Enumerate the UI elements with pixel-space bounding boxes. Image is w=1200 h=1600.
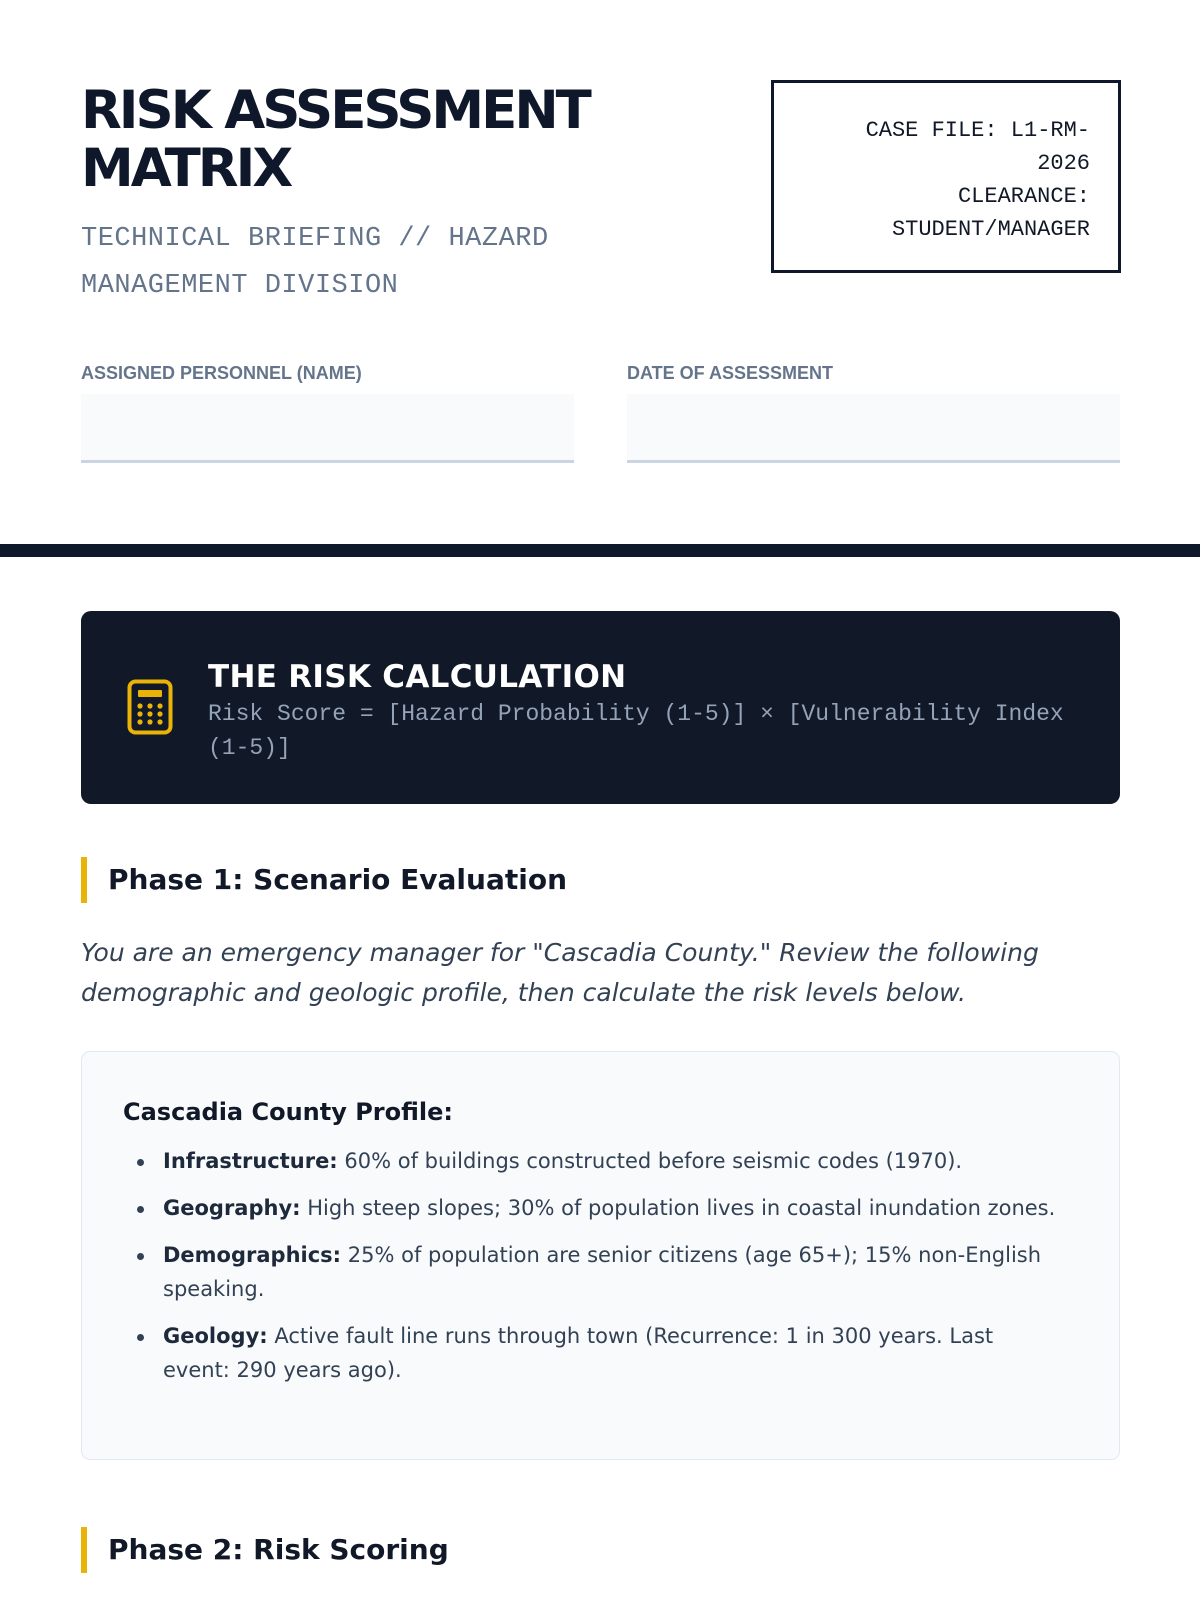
profile-item-label: Geography:	[163, 1196, 301, 1220]
document-header	[81, 0, 1120, 300]
list-item	[123, 1191, 1063, 1225]
case-file-line-2: 2026	[1037, 151, 1090, 176]
list-item	[123, 1319, 1063, 1387]
case-file-line-1: CASE FILE: L1-RM-	[865, 118, 1090, 143]
risk-calculation-panel	[81, 611, 1120, 804]
calculation-title: THE RISK CALCULATION	[208, 659, 627, 695]
profile-list	[123, 1144, 1063, 1400]
profile-item-label: Demographics:	[163, 1243, 342, 1267]
phase-2-heading: Phase 2: Risk Scoring	[81, 1527, 881, 1573]
list-item	[123, 1238, 1063, 1306]
personnel-name-input[interactable]	[81, 394, 574, 463]
title-line-2: MATRIX	[81, 138, 291, 199]
title-line-1: RISK ASSESSMENT	[81, 80, 589, 141]
phase-1-heading: Phase 1: Scenario Evaluation	[81, 857, 881, 903]
profile-item-text: Active fault line runs through town (Recurrence: 1 in 300 years. Last event: 290 years ago).	[163, 1324, 994, 1382]
profile-title: Cascadia County Profile:	[123, 1098, 454, 1126]
calculator-icon	[127, 679, 173, 735]
case-file-box	[771, 80, 1121, 273]
scenario-intro: You are an emergency manager for "Cascadia County." Review the following demographic and geologic profile, then calculate the risk levels below.	[81, 938, 1039, 1007]
assessment-date-input[interactable]	[627, 394, 1120, 463]
list-item	[123, 1144, 1063, 1178]
profile-item-text: 25% of population are senior citizens (age 65+); 15% non-English speaking.	[163, 1243, 1042, 1301]
page-title	[81, 82, 721, 198]
date-label: DATE OF ASSESSMENT	[627, 363, 834, 383]
calculation-formula: Risk Score = [Hazard Probability (1-5)] × [Vulnerability Index (1-5)]	[208, 701, 1064, 761]
profile-item-label: Infrastructure:	[163, 1149, 338, 1173]
profile-item-label: Geology:	[163, 1324, 268, 1348]
clearance-line-2: STUDENT/MANAGER	[891, 217, 1090, 242]
profile-item-text: High steep slopes; 30% of population lives in coastal inundation zones.	[300, 1196, 1056, 1220]
personnel-label: ASSIGNED PERSONNEL (NAME)	[81, 363, 362, 383]
clearance-line-1: CLEARANCE:	[957, 184, 1090, 209]
page-subtitle: TECHNICAL BRIEFING // HAZARD MANAGEMENT DIVISION	[81, 224, 549, 301]
profile-item-text: 60% of buildings constructed before seismic codes (1970).	[337, 1149, 963, 1173]
section-divider	[0, 544, 1200, 557]
county-profile-card	[81, 1051, 1120, 1460]
